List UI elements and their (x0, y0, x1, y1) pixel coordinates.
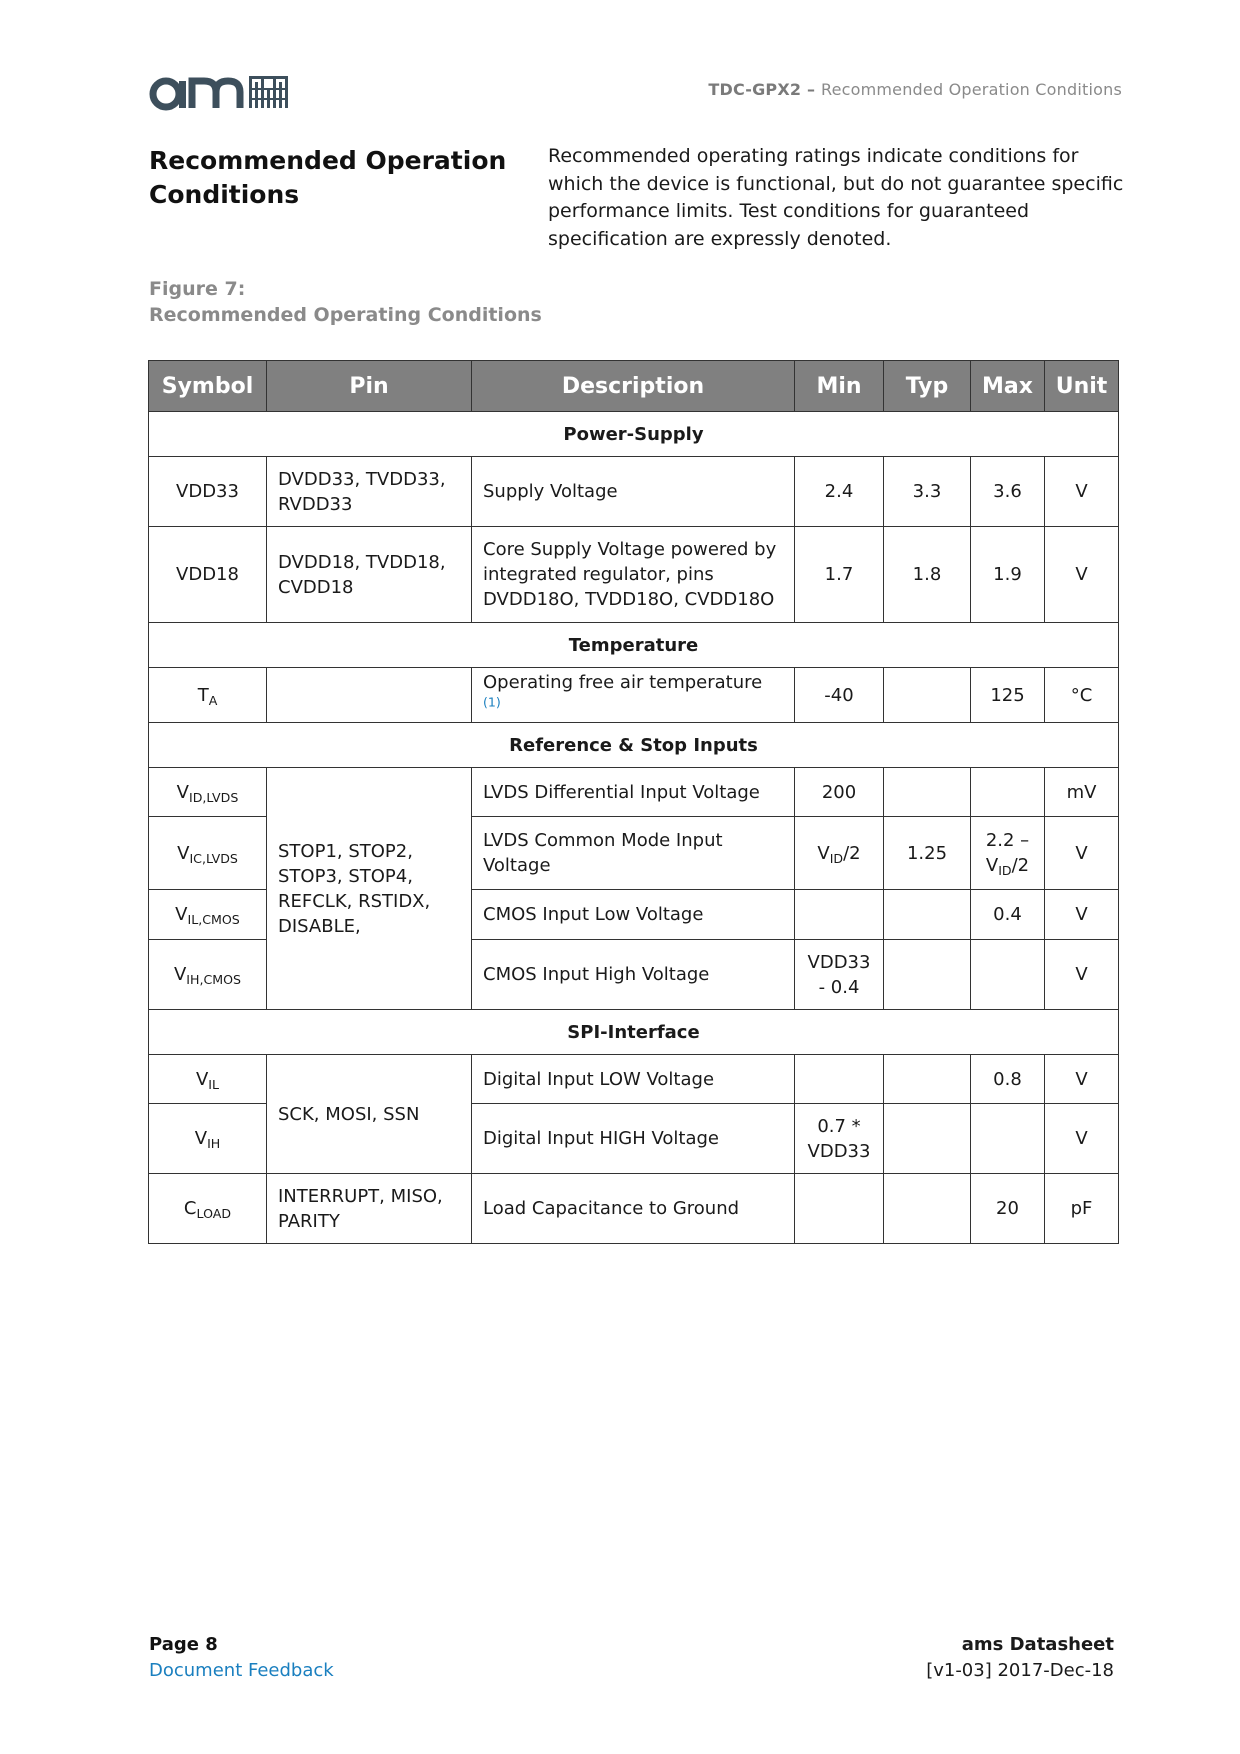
min-line1: VDD33 (807, 951, 871, 973)
cell-max (971, 940, 1045, 1010)
cell-pin: DVDD18, TVDD18, CVDD18 (267, 527, 472, 623)
cell-typ (884, 1174, 971, 1244)
cell-min (795, 940, 884, 1010)
footer-datasheet: Datasheet (1009, 1634, 1114, 1655)
cell-min: 200 (795, 768, 884, 817)
cell-min (795, 1174, 884, 1244)
section-power-supply: Power-Supply (149, 412, 1119, 457)
cell-description: Load Capacitance to Ground (472, 1174, 795, 1244)
header-max: Max (971, 361, 1045, 412)
section-spi-interface: SPI-Interface (149, 1010, 1119, 1055)
ams-logo (148, 68, 298, 114)
cell-max: 1.9 (971, 527, 1045, 623)
max-tail: /2 (1011, 855, 1030, 876)
symbol-subscript: A (208, 692, 218, 708)
cell-symbol (149, 817, 267, 890)
cell-min: 1.7 (795, 527, 884, 623)
figure-label: Figure 7: (149, 278, 246, 300)
cell-unit: V (1045, 457, 1119, 527)
header-symbol: Symbol (149, 361, 267, 412)
cell-min (795, 1104, 884, 1174)
symbol-main: V (177, 842, 190, 864)
cell-pin-spi-group: SCK, MOSI, SSN (267, 1055, 472, 1174)
symbol-main: V (176, 781, 189, 803)
header-typ: Typ (884, 361, 971, 412)
cell-symbol (149, 668, 267, 723)
footer-left (149, 1632, 334, 1684)
cell-description: Digital Input LOW Voltage (472, 1055, 795, 1104)
footer-brand: ams (961, 1634, 1004, 1655)
cell-pin (267, 668, 472, 723)
cell-symbol (149, 768, 267, 817)
figure-caption (149, 276, 542, 328)
cell-symbol (149, 1174, 267, 1244)
operating-conditions-table (148, 360, 1119, 1244)
symbol-subscript: IL,CMOS (187, 911, 240, 927)
cell-unit: V (1045, 940, 1119, 1010)
intro-paragraph: Recommended operating ratings indicate conditions for which the device is functional, but do not guarantee specific performance limits. Test conditions for guaranteed specification are expressly denoted. (548, 145, 1124, 250)
running-header (708, 80, 1122, 99)
cell-max (971, 817, 1045, 890)
table-row-vdd33 (149, 457, 1119, 527)
cell-max: 20 (971, 1174, 1045, 1244)
cell-typ (884, 1055, 971, 1104)
table-row-vil (149, 1055, 1119, 1104)
min-main: V (817, 842, 830, 864)
cell-typ: 1.8 (884, 527, 971, 623)
cell-typ: 1.25 (884, 817, 971, 890)
table-row-ta (149, 668, 1119, 723)
cell-pin: DVDD33, TVDD33, RVDD33 (267, 457, 472, 527)
cell-pin: INTERRUPT, MISO, PARITY (267, 1174, 472, 1244)
cell-description (472, 668, 795, 723)
symbol-subscript: LOAD (196, 1205, 232, 1221)
min-line1: 0.7 * (817, 1115, 861, 1137)
cell-max: 0.4 (971, 890, 1045, 940)
cell-symbol (149, 940, 267, 1010)
symbol-subscript: IH (207, 1135, 221, 1151)
cell-symbol: VDD33 (149, 457, 267, 527)
cell-min (795, 1055, 884, 1104)
cell-description: CMOS Input High Voltage (472, 940, 795, 1010)
section-title: Recommended Operation Conditions (149, 146, 507, 209)
cell-unit: V (1045, 527, 1119, 623)
footer-right (926, 1632, 1114, 1684)
symbol-main: V (173, 964, 187, 985)
cell-pin-stop-group: STOP1, STOP2, STOP3, STOP4, REFCLK, RSTIDX, DISABLE, (267, 768, 472, 1010)
cell-max (971, 1104, 1045, 1174)
cell-description: Core Supply Voltage powered by integrated regulator, pins DVDD18O, TVDD18O, CVDD18O (472, 527, 795, 623)
section-row-reference (149, 723, 1119, 768)
symbol-main: C (183, 1198, 197, 1219)
cell-max (971, 768, 1045, 817)
max-subscript: ID (998, 862, 1012, 878)
cell-symbol: VDD18 (149, 527, 267, 623)
cell-min (795, 817, 884, 890)
section-row-temperature (149, 623, 1119, 668)
max-line2: V (985, 855, 999, 876)
ams-logo-mark (148, 68, 298, 114)
table-row-vid-lvds (149, 768, 1119, 817)
cell-unit: V (1045, 890, 1119, 940)
min-subscript: ID (829, 850, 844, 866)
cell-unit: pF (1045, 1174, 1119, 1244)
min-line2: - 0.4 (818, 976, 860, 998)
section-reference-stop: Reference & Stop Inputs (149, 723, 1119, 768)
cell-description: CMOS Input Low Voltage (472, 890, 795, 940)
max-line1: 2.2 – (985, 830, 1030, 851)
cell-symbol (149, 1055, 267, 1104)
cell-unit: °C (1045, 668, 1119, 723)
min-line2: VDD33 (807, 1140, 871, 1162)
cell-description: Digital Input HIGH Voltage (472, 1104, 795, 1174)
footer-version: [v1-03] 2017-Dec-18 (926, 1660, 1114, 1681)
figure-title: Recommended Operating Conditions (149, 304, 542, 326)
cell-symbol (149, 890, 267, 940)
cell-typ (884, 768, 971, 817)
cell-max: 3.6 (971, 457, 1045, 527)
cell-max: 0.8 (971, 1055, 1045, 1104)
section-temperature: Temperature (149, 623, 1119, 668)
cell-typ: 3.3 (884, 457, 971, 527)
symbol-main: V (175, 904, 188, 925)
page-number: Page 8 (149, 1634, 218, 1655)
table-row-vdd18 (149, 527, 1119, 623)
header-pin: Pin (267, 361, 472, 412)
symbol-subscript: ID,LVDS (188, 789, 239, 805)
symbol-main: V (194, 1128, 208, 1149)
cell-description: LVDS Differential Input Voltage (472, 768, 795, 817)
header-min: Min (795, 361, 884, 412)
section-row-spi (149, 1010, 1119, 1055)
cell-typ (884, 890, 971, 940)
header-unit: Unit (1045, 361, 1119, 412)
symbol-subscript: IH,CMOS (186, 971, 242, 987)
description-text: Operating free air temperature (483, 672, 763, 693)
cell-unit: mV (1045, 768, 1119, 817)
cell-min (795, 890, 884, 940)
cell-symbol (149, 1104, 267, 1174)
section-row-power (149, 412, 1119, 457)
cell-unit: V (1045, 817, 1119, 890)
table-row-cload (149, 1174, 1119, 1244)
cell-min: 2.4 (795, 457, 884, 527)
cell-max: 125 (971, 668, 1045, 723)
header-description: Description (472, 361, 795, 412)
cell-unit: V (1045, 1104, 1119, 1174)
cell-description: LVDS Common Mode Input Voltage (472, 817, 795, 890)
cell-typ (884, 940, 971, 1010)
symbol-main: T (197, 684, 209, 706)
cell-typ (884, 1104, 971, 1174)
symbol-subscript: IC,LVDS (189, 850, 238, 866)
footnote-ref[interactable]: (1) (483, 694, 501, 710)
symbol-main: V (195, 1068, 209, 1090)
cell-unit: V (1045, 1055, 1119, 1104)
cell-min: -40 (795, 668, 884, 723)
cell-typ (884, 668, 971, 723)
symbol-subscript: IL (208, 1076, 220, 1092)
cell-description: Supply Voltage (472, 457, 795, 527)
header-doc-id: TDC-GPX2 (708, 80, 802, 99)
footer-doc-type (926, 1632, 1114, 1658)
header-section: Recommended Operation Conditions (820, 80, 1122, 99)
table-header-row (149, 361, 1119, 412)
header-separator: – (801, 80, 821, 99)
document-feedback-link[interactable]: Document Feedback (149, 1660, 334, 1681)
min-tail: /2 (843, 842, 861, 864)
